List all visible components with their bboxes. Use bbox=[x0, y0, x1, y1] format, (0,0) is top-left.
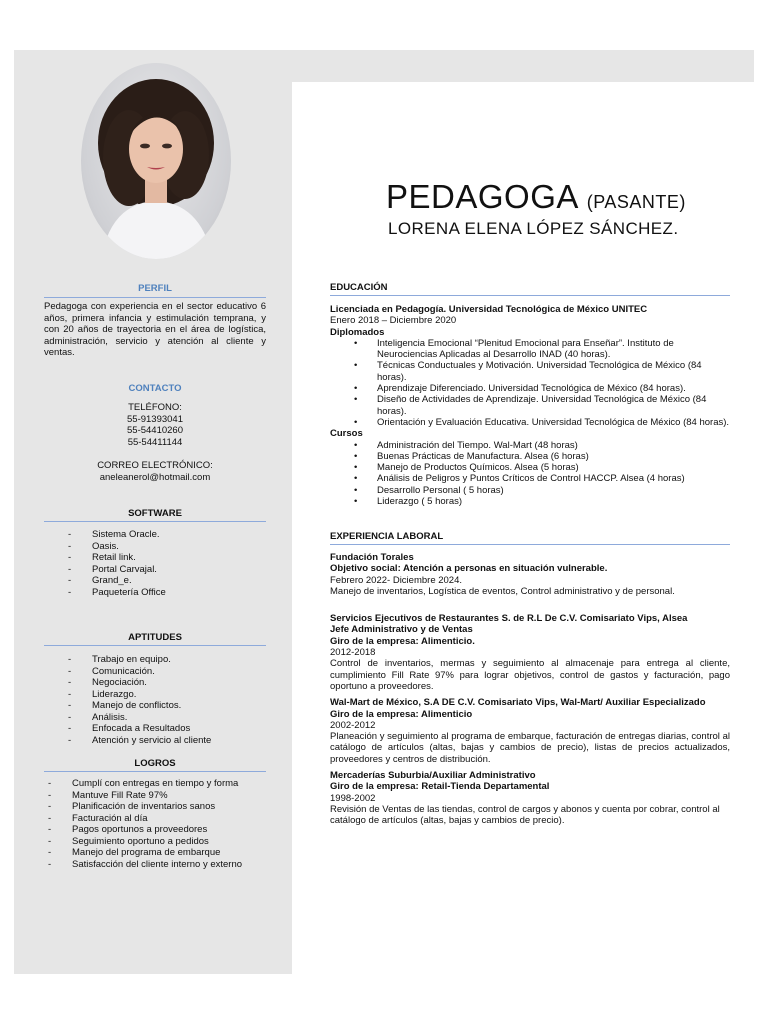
list-item: - Seguimiento oportuno a pedidos bbox=[44, 836, 266, 848]
list-item: • Liderazgo ( 5 horas) bbox=[330, 496, 730, 507]
job-giro: Giro de la empresa: Retail-Tienda Departamental bbox=[330, 781, 550, 793]
cursos-label: Cursos bbox=[330, 428, 363, 440]
list-item: - Atención y servicio al cliente bbox=[44, 735, 266, 747]
experiencia-heading: EXPERIENCIA LABORAL bbox=[330, 531, 444, 542]
email-address: aneleanerol@hotmail.com bbox=[99, 471, 211, 483]
list-item: - Sistema Oracle. bbox=[44, 529, 266, 541]
title-note: (PASANTE) bbox=[586, 192, 686, 212]
title-text: PEDAGOGA bbox=[386, 178, 578, 215]
list-item: • Técnicas Conductuales y Motivación. Universidad Tecnológica de México (84 horas). bbox=[330, 360, 730, 383]
phone-number: 55-91393041 bbox=[127, 413, 183, 425]
job-entry bbox=[330, 697, 730, 765]
job-entry bbox=[330, 552, 730, 597]
list-item: - Liderazgo. bbox=[44, 689, 266, 701]
job-company: Mercaderías Suburbia/Auxiliar Administrativo bbox=[330, 770, 536, 782]
job-company: Wal-Mart de México, S.A DE C.V. Comisariato Vips, Wal-Mart/ Auxiliar Especializado bbox=[330, 697, 706, 709]
job-description: Control de inventarios, mermas y seguimiento al almacenaje para entrega al cliente, cumplimiento Fill Rate 97% para lograr objetivos, control de gastos y facturación, pago oportuno a proveedores. bbox=[330, 658, 730, 692]
perfil-divider bbox=[44, 297, 266, 298]
list-item: - Manejo de conflictos. bbox=[44, 700, 266, 712]
aptitudes-divider bbox=[44, 645, 266, 646]
contacto-heading: CONTACTO bbox=[128, 383, 182, 394]
job-role: Jefe Administrativo y de Ventas bbox=[330, 624, 473, 636]
list-item: - Grand_e. bbox=[44, 575, 266, 587]
job-description: Manejo de inventarios, Logística de eventos, Control administrativo y de personal. bbox=[330, 585, 675, 597]
list-item: • Análisis de Peligros y Puntos Críticos de Control HACCP. Alsea (4 horas) bbox=[330, 473, 730, 484]
diplomados-list bbox=[330, 338, 730, 428]
list-item: - Retail link. bbox=[44, 552, 266, 564]
page-title bbox=[386, 178, 686, 216]
list-item: - Portal Carvajal. bbox=[44, 564, 266, 576]
list-item: - Trabajo en equipo. bbox=[44, 654, 266, 666]
job-giro: Giro de la empresa: Alimenticio. bbox=[330, 635, 475, 647]
profile-photo bbox=[81, 63, 231, 259]
list-item: - Negociación. bbox=[44, 677, 266, 689]
email-label: CORREO ELECTRÓNICO: bbox=[97, 460, 213, 471]
job-description: Revisión de Ventas de las tiendas, control de cargos y abonos y cuenta por cobrar, control al catálogo de artículos (altas, bajas y cambios de precio). bbox=[330, 803, 720, 827]
job-description: Planeación y seguimiento al programa de embarque, facturación de entregas diarias, control al catálogo de artículos (altas, bajas y cambios de precio), listas de precios actualizados, proveedores y centros de distribución. bbox=[330, 731, 730, 765]
cursos-list bbox=[330, 440, 730, 508]
educacion-heading: EDUCACIÓN bbox=[330, 282, 388, 293]
list-item: - Manejo del programa de embarque bbox=[44, 847, 266, 859]
perfil-heading: PERFIL bbox=[138, 283, 172, 294]
logros-divider bbox=[44, 771, 266, 772]
educacion-block bbox=[330, 304, 730, 507]
perfil-text: Pedagoga con experiencia en el sector educativo 6 años, primera infancia y estimulación temprana, y con 20 años de trayectoria en el área de logística, administración, servicio y atención al cliente y ventas. bbox=[44, 301, 266, 358]
job-dates: Febrero 2022- Diciembre 2024. bbox=[330, 574, 463, 586]
list-item: - Enfocada a Resultados bbox=[44, 723, 266, 735]
degree-dates: Enero 2018 – Diciembre 2020 bbox=[330, 315, 457, 327]
phone-number: 55-54411144 bbox=[127, 436, 183, 448]
list-item: • Inteligencia Emocional “Plenitud Emocional para Enseñar”. Instituto de Neurociencias Aplicadas al Desarrollo INAD (40 horas). bbox=[330, 338, 730, 361]
job-company: Fundación Torales bbox=[330, 552, 414, 563]
job-company: Servicios Ejecutivos de Restaurantes S. de R.L De C.V. Comisariato Vips, Alsea bbox=[330, 613, 688, 625]
list-item: - Paquetería Office bbox=[44, 587, 266, 599]
list-item: - Comunicación. bbox=[44, 666, 266, 678]
software-list bbox=[44, 529, 266, 598]
portrait-image bbox=[81, 63, 231, 259]
list-item: - Cumplí con entregas en tiempo y forma bbox=[44, 778, 266, 790]
list-item: - Pagos oportunos a proveedores bbox=[44, 824, 266, 836]
logros-list bbox=[44, 778, 266, 870]
contacto-block bbox=[44, 402, 266, 483]
job-dates: 1998-2002 bbox=[330, 792, 376, 804]
list-item: • Administración del Tiempo. Wal-Mart (48 horas) bbox=[330, 440, 730, 451]
phone-label: TELÉFONO: bbox=[128, 402, 182, 413]
degree-title: Licenciada en Pedagogía. Universidad Tecnológica de México UNITEC bbox=[330, 304, 648, 315]
list-item: - Planificación de inventarios sanos bbox=[44, 801, 266, 813]
job-entry bbox=[330, 613, 730, 692]
software-heading: SOFTWARE bbox=[128, 508, 182, 519]
experiencia-block bbox=[330, 552, 730, 827]
logros-heading: LOGROS bbox=[134, 758, 176, 769]
job-dates: 2012-2018 bbox=[330, 647, 376, 659]
job-dates: 2002-2012 bbox=[330, 719, 376, 731]
list-item: • Diseño de Actividades de Aprendizaje. Universidad Tecnológica de México (84 horas). bbox=[330, 394, 730, 417]
job-giro: Giro de la empresa: Alimenticio bbox=[330, 708, 473, 720]
job-entry bbox=[330, 770, 730, 826]
list-item: - Oasis. bbox=[44, 541, 266, 553]
software-divider bbox=[44, 521, 266, 522]
aptitudes-heading: APTITUDES bbox=[128, 632, 182, 643]
list-item: • Buenas Prácticas de Manufactura. Alsea (6 horas) bbox=[330, 451, 730, 462]
educacion-divider bbox=[330, 295, 730, 296]
list-item: - Análisis. bbox=[44, 712, 266, 724]
candidate-name: LORENA ELENA LÓPEZ SÁNCHEZ. bbox=[388, 219, 679, 238]
diplomados-label: Diplomados bbox=[330, 326, 385, 338]
job-role: Objetivo social: Atención a personas en situación vulnerable. bbox=[330, 563, 608, 575]
list-item: - Mantuve Fill Rate 97% bbox=[44, 790, 266, 802]
list-item: - Facturación al día bbox=[44, 813, 266, 825]
list-item: • Desarrollo Personal ( 5 horas) bbox=[330, 485, 730, 496]
list-item: • Manejo de Productos Químicos. Alsea (5 horas) bbox=[330, 462, 730, 473]
list-item: • Orientación y Evaluación Educativa. Universidad Tecnológica de México (84 horas). bbox=[330, 417, 730, 428]
aptitudes-list bbox=[44, 654, 266, 746]
experiencia-divider bbox=[330, 544, 730, 545]
phone-number: 55-54410260 bbox=[127, 425, 183, 436]
list-item: • Aprendizaje Diferenciado. Universidad Tecnológica de México (84 horas). bbox=[330, 383, 730, 394]
list-item: - Satisfacción del cliente interno y externo bbox=[44, 859, 266, 871]
